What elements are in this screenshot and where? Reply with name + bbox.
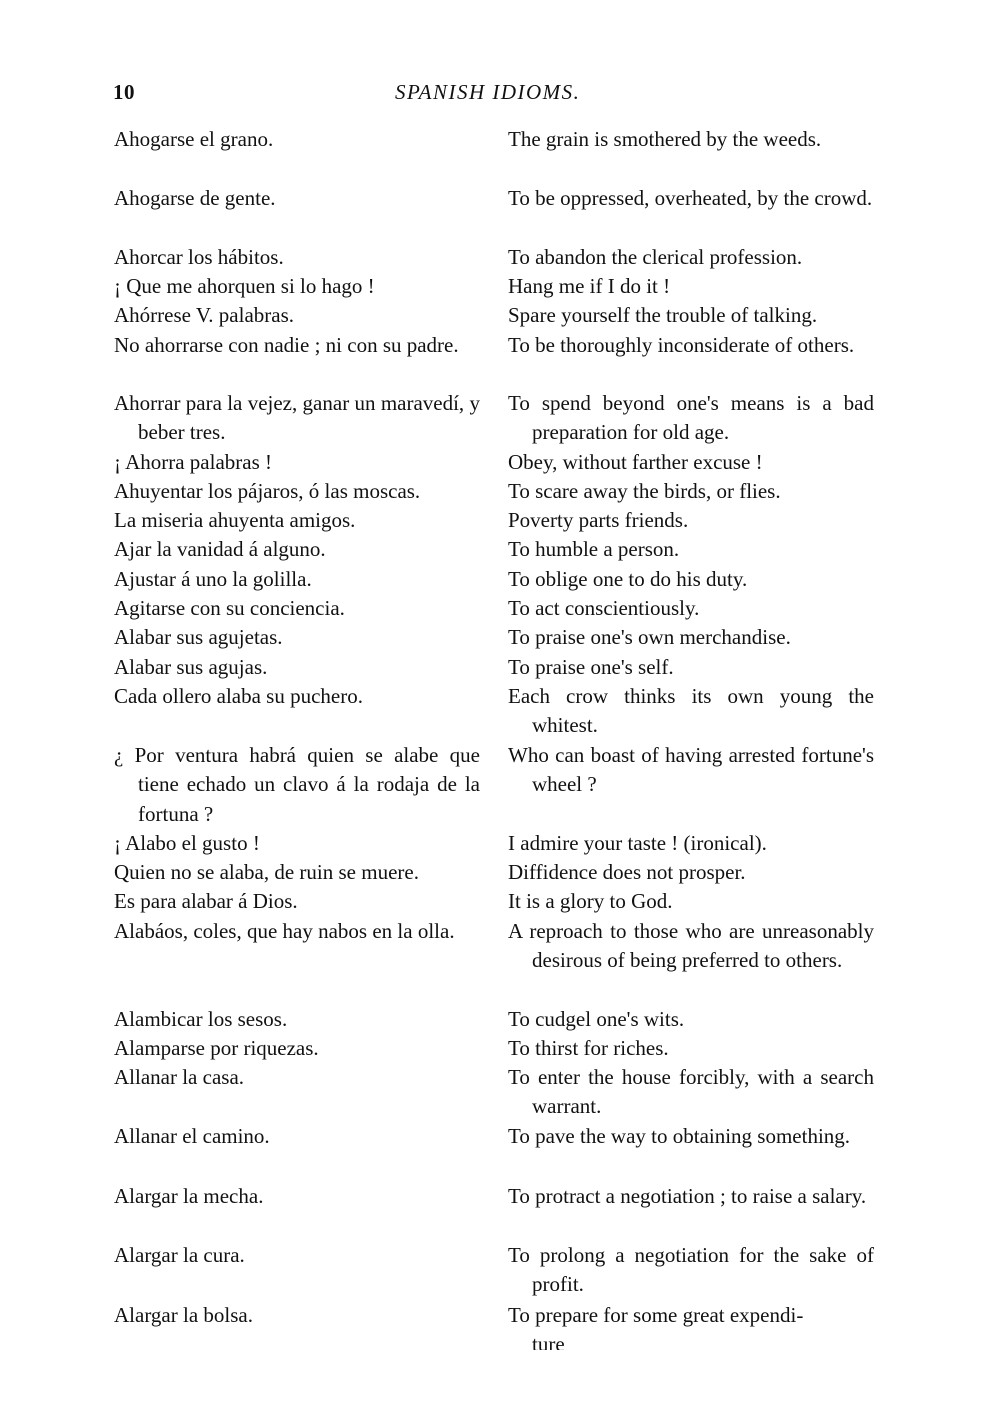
spanish-idiom: Ahogarse el grano. [114,127,274,151]
spanish-idiom: Ahórrese V. palabras. [114,303,295,327]
english-translation: To cudgel one's wits. [508,1007,685,1031]
english-translation: To praise one's own merchandise. [508,625,791,649]
english-translation: Each crow thinks its own young the whitest. [508,684,874,738]
spanish-idiom: Ahogarse de gente. [114,186,276,210]
english-translation: Hang me if I do it ! [508,274,671,298]
english-translation: To thirst for riches. [508,1036,669,1060]
spanish-idiom: Alargar la mecha. [114,1184,264,1208]
spanish-idiom: Agitarse con su conciencia. [114,596,345,620]
spanish-idiom: Alabar sus agujas. [114,655,268,679]
english-translation: To protract a negotiation ; to raise a salary. [508,1184,867,1208]
english-translation: It is a glory to God. [508,889,673,913]
spanish-idiom: La miseria ahuyenta amigos. [114,508,356,532]
english-translation: Poverty parts friends. [508,508,689,532]
spanish-idiom: Ajar la vanidad á alguno. [114,537,326,561]
english-translation: I admire your taste ! (ironical). [508,831,767,855]
english-translation: To enter the house forcibly, with a search warrant. [508,1065,874,1119]
english-translation: To act conscientiously. [508,596,700,620]
spanish-idiom: Cada ollero alaba su puchero. [114,684,363,708]
english-translation: To scare away the birds, or flies. [508,479,781,503]
spanish-idiom: Ahorcar los hábitos. [114,245,284,269]
spanish-idiom: Alamparse por riquezas. [114,1036,319,1060]
spanish-idiom: ¿ Por ventura habrá quien se alabe que tiene echado un clavo á la rodaja de la fortuna ? [114,743,480,826]
english-translation: To abandon the clerical profession. [508,245,803,269]
spanish-idiom: ¡ Alabo el gusto ! [114,831,260,855]
spanish-idiom: ¡ Que me ahorquen si lo hago ! [114,274,375,298]
english-translation: Obey, without farther excuse ! [508,450,763,474]
english-translation: The grain is smothered by the weeds. [508,127,822,151]
running-title: SPANISH IDIOMS. [395,80,581,104]
spanish-idiom: Es para alabar á Dios. [114,889,298,913]
page-number: 10 [113,80,135,104]
english-translation: To spend beyond one's means is a bad preparation for old age. [508,391,874,445]
english-translation: Who can boast of having arrested fortune's wheel ? [508,743,874,797]
spanish-idiom: No ahorrarse con nadie ; ni con su padre. [114,333,459,357]
spanish-idiom: ¡ Ahorra palabras ! [114,450,273,474]
spanish-idiom: Ajustar á uno la golilla. [114,567,312,591]
spanish-idiom: Alargar la cura. [114,1243,245,1267]
spanish-idiom: Alabáos, coles, que hay nabos en la olla. [114,919,455,943]
english-translation: To oblige one to do his duty. [508,567,748,591]
english-translation: To be thoroughly inconsiderate of others. [508,333,855,357]
spanish-idiom: Ahorrar para la vejez, ganar un maravedí, y beber tres. [114,391,480,445]
spanish-idiom: Allanar la casa. [114,1065,245,1089]
english-translation: To be oppressed, overheated, by the crowd. [508,186,873,210]
spanish-idiom: Alabar sus agujetas. [114,625,283,649]
english-translation: Diffidence does not prosper. [508,860,746,884]
spanish-idiom: Alargar la bolsa. [114,1303,253,1327]
english-translation: A reproach to those who are unreasonably desirous of being preferred to others. [508,919,874,973]
english-translation: To praise one's self. [508,655,674,679]
english-translation: To humble a person. [508,537,680,561]
english-translation: Spare yourself the trouble of talking. [508,303,818,327]
spanish-idiom: Alambicar los sesos. [114,1007,288,1031]
spanish-idiom: Allanar el camino. [114,1124,270,1148]
spanish-idiom: Ahuyentar los pájaros, ó las moscas. [114,479,421,503]
spanish-idiom: Quien no se alaba, de ruin se muere. [114,860,419,884]
english-translation-cut-off: ture [532,1332,565,1350]
english-translation: To pave the way to obtaining something. [508,1124,851,1148]
english-translation: To prolong a negotiation for the sake of profit. [508,1243,874,1297]
english-translation: To prepare for some great expendi- [508,1303,804,1327]
